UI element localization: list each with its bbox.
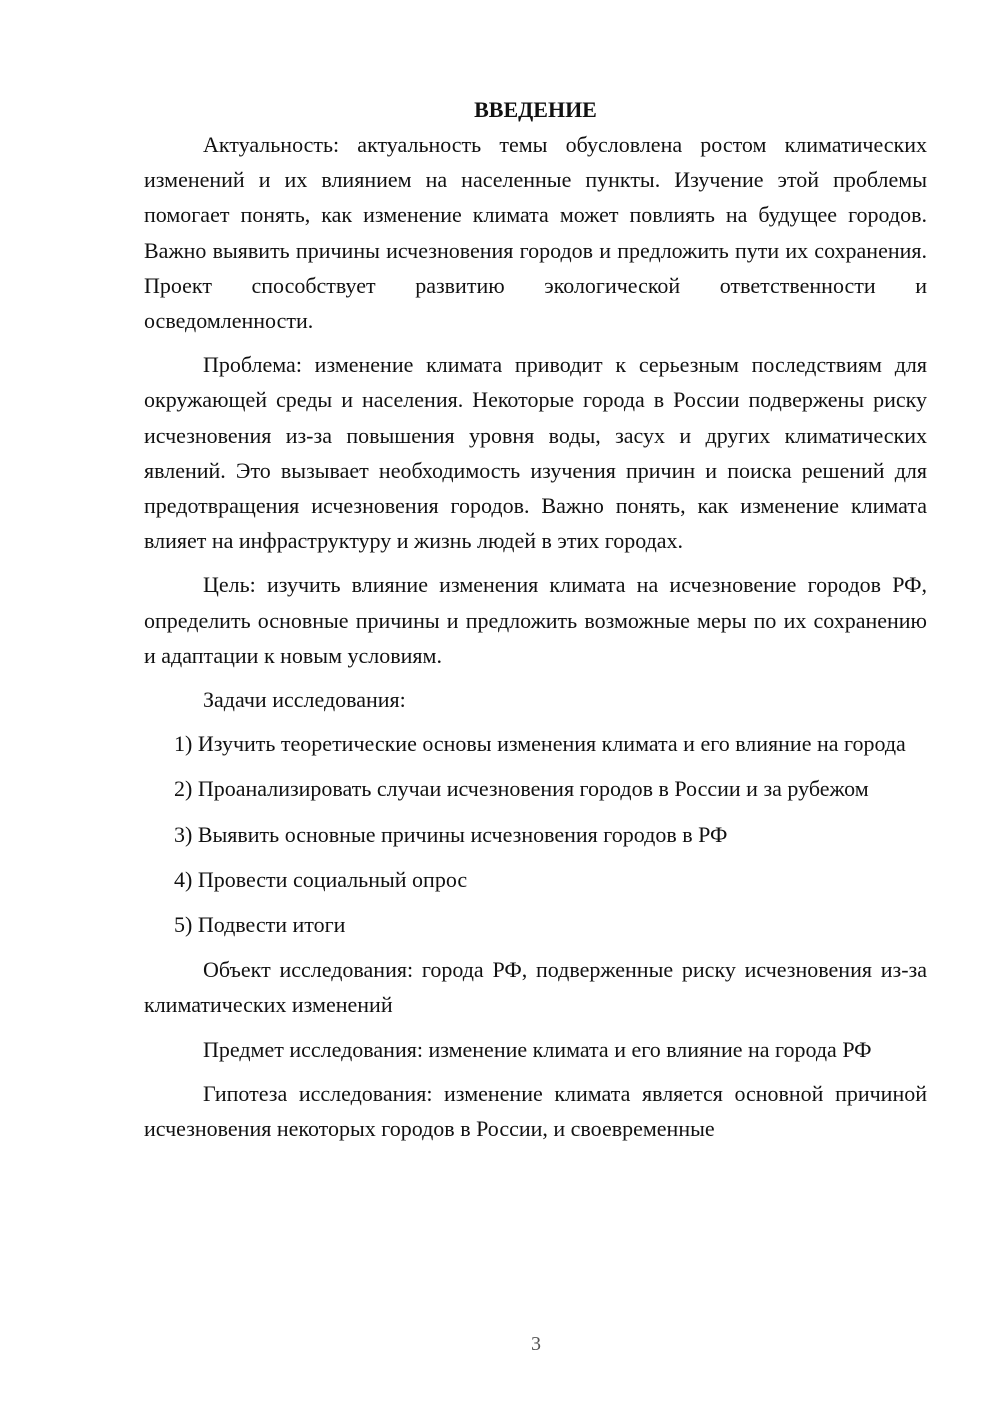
- task-item-5: 5) Подвести итоги: [174, 912, 346, 938]
- task-item-3: 3) Выявить основные причины исчезновения городов в РФ: [174, 821, 728, 847]
- hypothesis-paragraph: Гипотеза исследования: изменение климата является основной причиной исчезновения некоторых городов в России, и своевременные: [144, 1080, 927, 1142]
- task-item-1: 1) Изучить теоретические основы изменения климата и его влияние на города: [174, 731, 906, 757]
- goal-paragraph: Цель: изучить влияние изменения климата на исчезновение городов РФ, определить основные причины и предложить возможные меры по их сохранению и адаптации к новым условиям.: [144, 572, 927, 668]
- relevance-paragraph: Актуальность: актуальность темы обусловлена ростом климатических изменений и их влиянием на населенные пункты. Изучение этой проблемы помогает понять, как изменение климата может повлиять на будущее городов. Важно выявить причины исчезновения городов и предложить пути их сохранения. Проект способствует развитию экологической ответственности и осведомленности.: [144, 132, 927, 334]
- task-item-2: 2) Проанализировать случаи исчезновения городов в России и за рубежом: [174, 776, 869, 802]
- subject-paragraph: Предмет исследования: изменение климата и его влияние на города РФ: [203, 1036, 872, 1062]
- problem-paragraph: Проблема: изменение климата приводит к серьезным последствиям для окружающей среды и населения. Некоторые города в России подвержены риску исчезновения из-за повышения уровня воды, засух и других климатических явлений. Это вызывает необходимость изучения причин и поиска решений для предотвращения исчезновения городов. Важно понять, как изменение климата влияет на инфраструктуру и жизнь людей в этих городах.: [144, 352, 927, 554]
- object-paragraph: Объект исследования: города РФ, подверженные риску исчезновения из-за климатических изменений: [144, 957, 927, 1018]
- page-number: 3: [531, 1333, 541, 1355]
- page-body: [144, 92, 927, 1155]
- task-item-4: 4) Провести социальный опрос: [174, 866, 468, 892]
- tasks-heading: Задачи исследования:: [203, 687, 406, 713]
- section-title: ВВЕДЕНИЕ: [474, 97, 597, 122]
